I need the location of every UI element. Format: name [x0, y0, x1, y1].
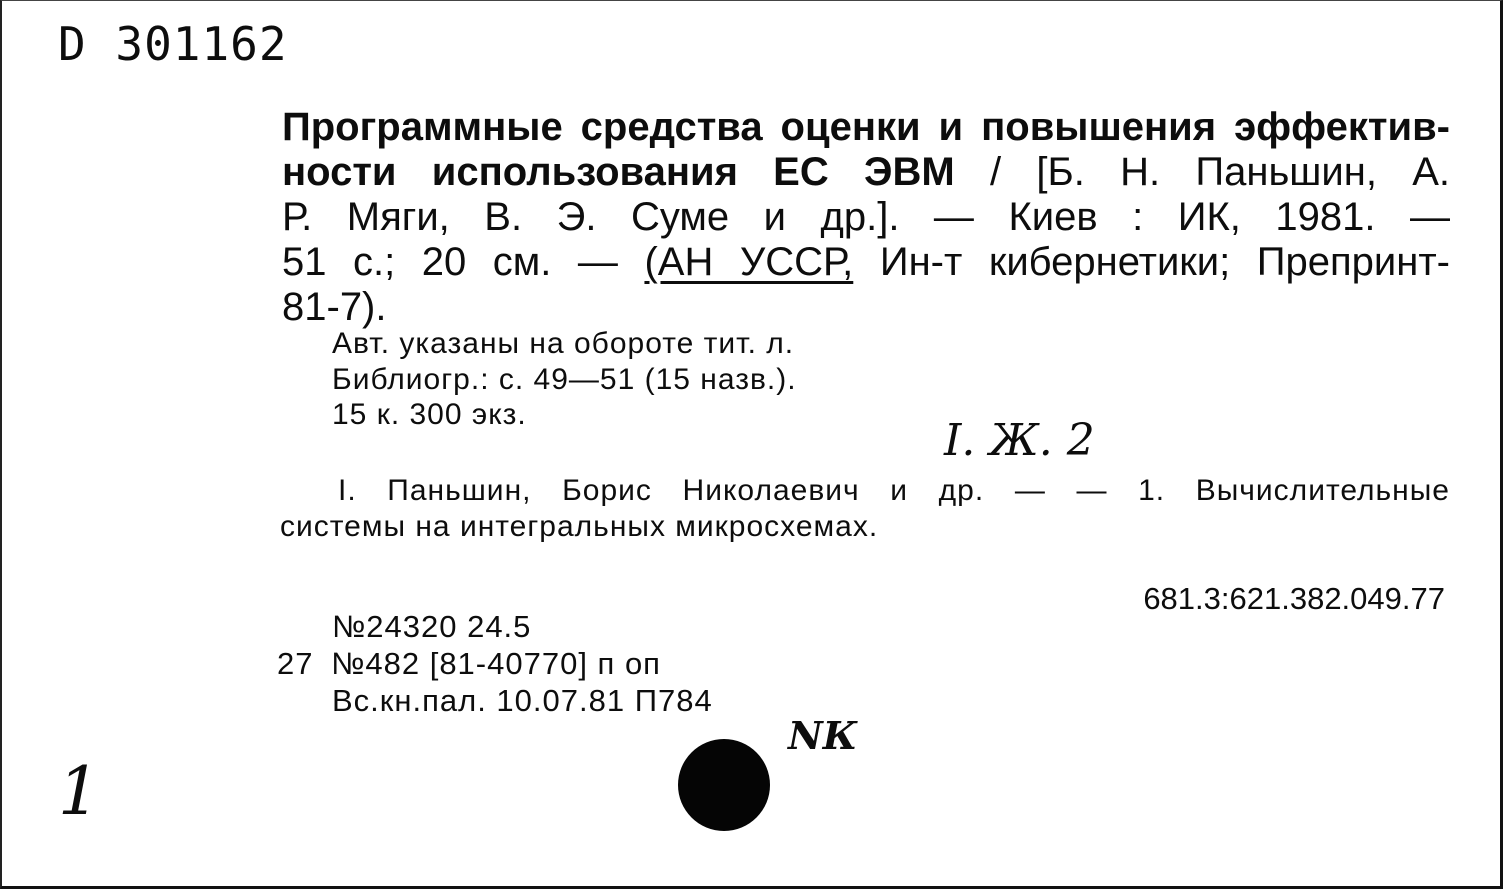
udc-code: 681.3:621.382.049.77	[1143, 581, 1445, 616]
tracing-line-2: системы на интегральных микросхемах.	[280, 510, 879, 543]
note-bibliography: Библиогр.: с. 49—51 (15 назв.).	[332, 363, 797, 396]
handwritten-initials: NК	[788, 713, 858, 758]
tracing-line-1: I. Паньшин, Борис Николаевич и др. — — 1. Вычислительные	[338, 474, 1450, 507]
registration-line-2	[277, 646, 661, 682]
title-line-4: 51 с.; 20 см. — (АН УССР, Ин-т кибернетики; Препринт-	[282, 240, 1450, 284]
punch-hole	[678, 739, 770, 831]
registration-prefix: 27	[277, 646, 314, 681]
registration-line-3: Вс.кн.пал. 10.07.81 П784	[332, 683, 713, 718]
title-line-1: Программные средства оценки и повышения эффектив-	[282, 105, 1450, 149]
series-underlined: (АН УССР,	[644, 240, 854, 284]
handwritten-number: 1	[58, 753, 100, 830]
title-line-5: 81-7).	[282, 285, 387, 329]
handwritten-mark: I. Ж. 2	[944, 415, 1095, 466]
bibliographic-description	[282, 105, 1450, 330]
title-line-2: ности использования ЕС ЭВМ / [Б. Н. Паньшин, А.	[282, 150, 1450, 194]
registration-line-1: №24320 24.5	[332, 609, 532, 644]
tracings	[280, 473, 1450, 545]
note-authors: Авт. указаны на обороте тит. л.	[332, 327, 795, 360]
call-number: D 301162	[58, 17, 288, 71]
note-price-copies: 15 к. 300 экз.	[332, 398, 527, 431]
title-line-3: Р. Мяги, В. Э. Суме и др.]. — Киев : ИК, 1981. —	[282, 195, 1450, 239]
registration-number: №482 [81-40770] п оп	[331, 646, 661, 681]
